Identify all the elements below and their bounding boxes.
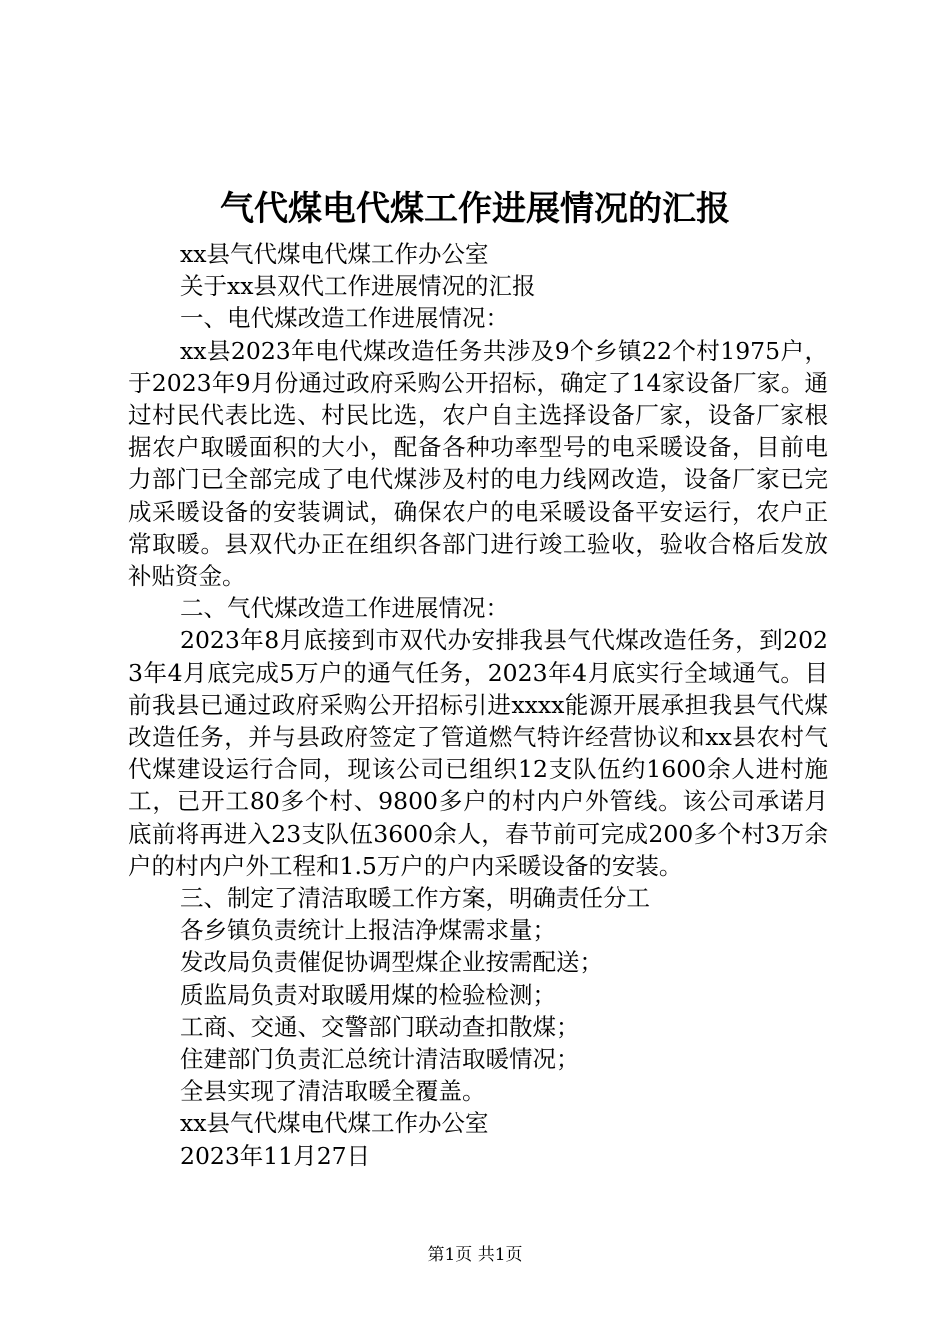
paragraph-report-subject: 关于xx县双代工作进展情况的汇报 xyxy=(180,272,536,301)
paragraph-gas-progress: 2023年8月底接到市双代办安排我县气代煤改造任务，到2023年4月底完成5万户的通气任务，2023年4月底实行全域通气。目前我县已通过政府采购公开招标引进xxxx能源开展承担我县气代煤改造任务，并与县政府签定了管道燃气特许经营协议和xx县农村气代煤建设运行合同，现该公司已组织12支队伍约1600余人进村施工，已开工80多个村、9800多户的村内户外管线。该公司承诺月底前将再进入23支队伍3600余人，春节前可完成200多个村3万余户的村内户外工程和1.5万户的户内采暖设备的安装。 xyxy=(128,626,828,880)
duty-item: 住建部门负责汇总统计清洁取暖情况； xyxy=(180,1045,580,1074)
signature-office: xx县气代煤电代煤工作办公室 xyxy=(180,1109,489,1138)
duty-item: 工商、交通、交警部门联动查扣散煤； xyxy=(180,1012,580,1041)
document-title: 气代煤电代煤工作进展情况的汇报 xyxy=(220,189,730,229)
section-heading-electric: 一、电代煤改造工作进展情况： xyxy=(180,304,509,333)
signature-date: 2023年11月27日 xyxy=(180,1141,371,1170)
duty-item: 发改局负责催促协调型煤企业按需配送； xyxy=(180,948,603,977)
duty-item: 各乡镇负责统计上报洁净煤需求量； xyxy=(180,916,556,945)
paragraph-electric-progress: xx县2023年电代煤改造任务共涉及9个乡镇22个村1975户，于2023年9月份通过政府采购公开招标，确定了14家设备厂家。通过村民代表比选、村民比选，农户自主选择设备厂家，设备厂家根据农户取暖面积的大小，配备各种功率型号的电采暖设备，目前电力部门已全部完成了电代煤涉及村的电力线网改造，设备厂家已完成采暖设备的安装调试，确保农户的电采暖设备平安运行，农户正常取暖。县双代办正在组织各部门进行竣工验收，验收合格后发放补贴资金。 xyxy=(128,336,828,591)
paragraph-conclusion: 全县实现了清洁取暖全覆盖。 xyxy=(180,1077,486,1106)
page-footer: 第1页 共1页 xyxy=(427,1245,523,1265)
document-body xyxy=(128,238,828,1172)
paragraph-office-header: xx县气代煤电代煤工作办公室 xyxy=(180,240,489,268)
section-heading-plan: 三、制定了清洁取暖工作方案，明确责任分工 xyxy=(180,884,650,913)
section-heading-gas: 二、气代煤改造工作进展情况： xyxy=(180,594,509,623)
duty-item: 质监局负责对取暖用煤的检验检测； xyxy=(180,980,556,1009)
